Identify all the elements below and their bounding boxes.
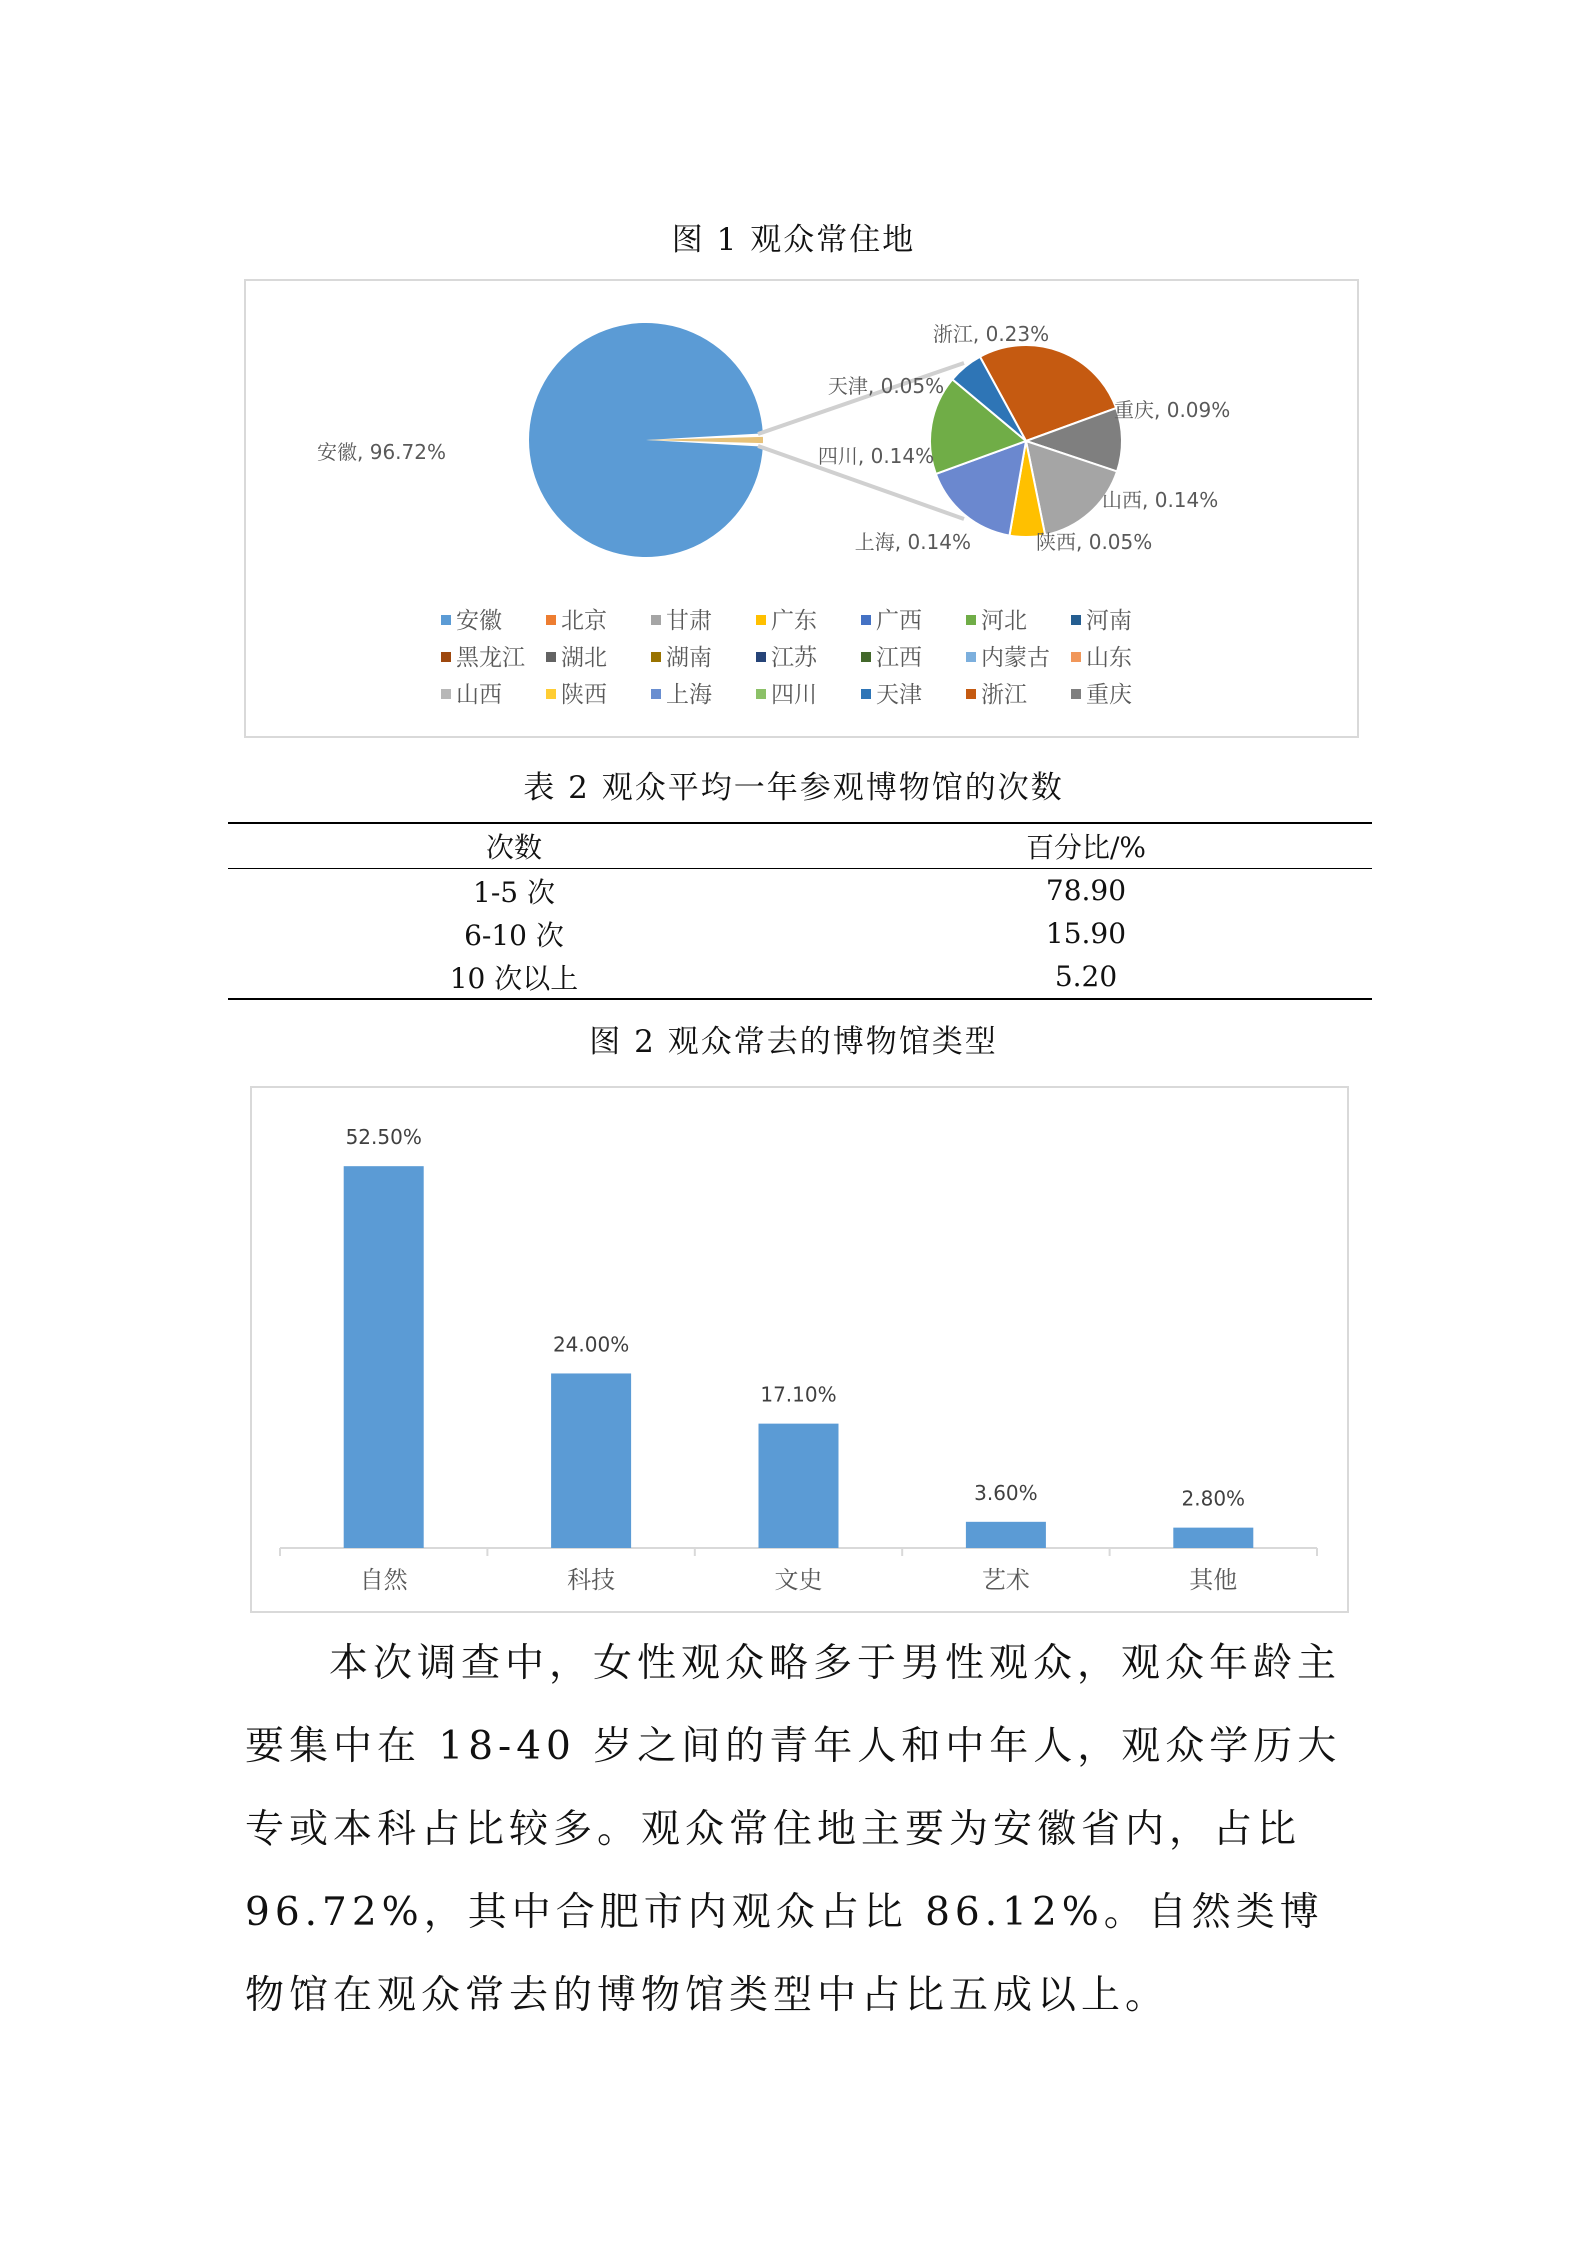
legend-label-湖南: 湖南 xyxy=(666,645,712,671)
legend-swatch-甘肃 xyxy=(651,615,661,625)
legend-label-安徽: 安徽 xyxy=(456,608,502,634)
legend-swatch-上海 xyxy=(651,689,661,699)
bar-data-label-自然: 52.50% xyxy=(345,1125,422,1150)
legend-label-河北: 河北 xyxy=(981,608,1027,634)
legend-label-湖北: 湖北 xyxy=(561,645,607,671)
x-tick-label-文史: 文史 xyxy=(774,1566,823,1594)
legend-swatch-湖北 xyxy=(546,652,556,662)
legend-label-陕西: 陕西 xyxy=(561,682,607,708)
pie-data-label-上海: 上海, 0.14% xyxy=(854,530,971,554)
figure1-pie-of-pie-chart xyxy=(246,281,1357,736)
legend-swatch-重庆 xyxy=(1071,689,1081,699)
legend-label-上海: 上海 xyxy=(666,682,712,708)
x-tick-label-其他: 其他 xyxy=(1189,1566,1238,1594)
figure1-chart-frame xyxy=(244,279,1359,738)
table-cell: 5.20 xyxy=(800,955,1372,999)
bar-data-label-艺术: 3.60% xyxy=(974,1480,1038,1505)
figure2-chart-frame xyxy=(250,1086,1349,1613)
legend-label-广东: 广东 xyxy=(771,608,817,634)
figure2-bar-chart xyxy=(252,1088,1347,1611)
table-header-cell: 百分比/% xyxy=(800,823,1372,869)
table-header-cell: 次数 xyxy=(228,823,800,869)
visit-frequency-table xyxy=(228,822,1372,1000)
bar-科技 xyxy=(551,1373,631,1548)
legend-swatch-河北 xyxy=(966,615,976,625)
legend-swatch-安徽 xyxy=(441,615,451,625)
legend-swatch-浙江 xyxy=(966,689,976,699)
pie-data-label-山西: 山西, 0.14% xyxy=(1102,488,1219,512)
legend-label-江苏: 江苏 xyxy=(771,645,817,671)
table-row xyxy=(228,912,1372,955)
legend-swatch-广东 xyxy=(756,615,766,625)
legend-swatch-北京 xyxy=(546,615,556,625)
legend-swatch-山东 xyxy=(1071,652,1081,662)
figure2-caption: 图 2 观众常去的博物馆类型 xyxy=(589,1024,998,1060)
table-row xyxy=(228,955,1372,999)
legend-swatch-江西 xyxy=(861,652,871,662)
table-cell: 10 次以上 xyxy=(228,955,800,999)
x-tick-label-艺术: 艺术 xyxy=(981,1566,1030,1594)
legend-label-天津: 天津 xyxy=(876,682,922,708)
bar-艺术 xyxy=(966,1522,1046,1548)
legend-label-黑龙江: 黑龙江 xyxy=(456,645,525,671)
table-header-row xyxy=(228,823,1372,869)
legend-label-广西: 广西 xyxy=(876,608,922,634)
pie-data-label-安徽: 安徽, 96.72% xyxy=(317,440,446,464)
legend-swatch-山西 xyxy=(441,689,451,699)
table-cell: 15.90 xyxy=(1045,917,1127,950)
bar-文史 xyxy=(759,1424,839,1548)
table-row xyxy=(228,869,1372,913)
table-cell: 78.90 xyxy=(1045,874,1127,907)
x-tick-label-科技: 科技 xyxy=(567,1566,616,1594)
bar-其他 xyxy=(1173,1528,1253,1548)
legend-label-四川: 四川 xyxy=(771,682,817,708)
legend-swatch-河南 xyxy=(1071,615,1081,625)
bar-data-label-科技: 24.00% xyxy=(552,1332,630,1357)
pie-data-label-重庆: 重庆, 0.09% xyxy=(1114,398,1231,422)
legend-swatch-陕西 xyxy=(546,689,556,699)
figure1-caption: 图 1 观众常住地 xyxy=(671,222,916,258)
legend-swatch-天津 xyxy=(861,689,871,699)
legend-label-河南: 河南 xyxy=(1086,608,1132,634)
legend-swatch-四川 xyxy=(756,689,766,699)
legend-swatch-黑龙江 xyxy=(441,652,451,662)
pie-data-label-天津: 天津, 0.05% xyxy=(827,374,945,398)
bar-自然 xyxy=(344,1166,424,1548)
pie-data-label-四川: 四川, 0.14% xyxy=(817,444,935,468)
bar-data-label-其他: 2.80% xyxy=(1181,1486,1246,1511)
legend-label-山东: 山东 xyxy=(1086,645,1132,671)
legend-label-甘肃: 甘肃 xyxy=(666,608,712,634)
body-paragraph: 本次调查中，女性观众略多于男性观众，观众年龄主要集中在 18-40 岁之间的青年人和中年人，观众学历大专或本科占比较多。观众常住地主要为安徽省内，占比 96.72%，其中合肥市内观众占比 86.12%。自然类博物馆在观众常去的博物馆类型中占比五成以上。 xyxy=(245,1641,1342,2018)
legend-swatch-内蒙古 xyxy=(966,652,976,662)
pie-data-label-陕西: 陕西, 0.05% xyxy=(1036,530,1153,554)
legend-label-内蒙古: 内蒙古 xyxy=(981,645,1050,671)
table2-caption: 表 2 观众平均一年参观博物馆的次数 xyxy=(523,770,1064,806)
table-cell: 6-10 次 xyxy=(464,918,564,952)
x-tick-label-自然: 自然 xyxy=(359,1566,408,1594)
bar-data-label-文史: 17.10% xyxy=(760,1382,837,1407)
legend-label-浙江: 浙江 xyxy=(981,682,1027,708)
legend-swatch-广西 xyxy=(861,615,871,625)
legend-label-重庆: 重庆 xyxy=(1086,682,1132,708)
legend-label-山西: 山西 xyxy=(456,682,502,708)
legend-label-江西: 江西 xyxy=(876,645,922,671)
legend-swatch-湖南 xyxy=(651,652,661,662)
table-cell: 1-5 次 xyxy=(473,875,555,909)
legend-swatch-江苏 xyxy=(756,652,766,662)
pie-data-label-浙江: 浙江, 0.23% xyxy=(932,322,1050,346)
legend-label-北京: 北京 xyxy=(561,608,607,634)
